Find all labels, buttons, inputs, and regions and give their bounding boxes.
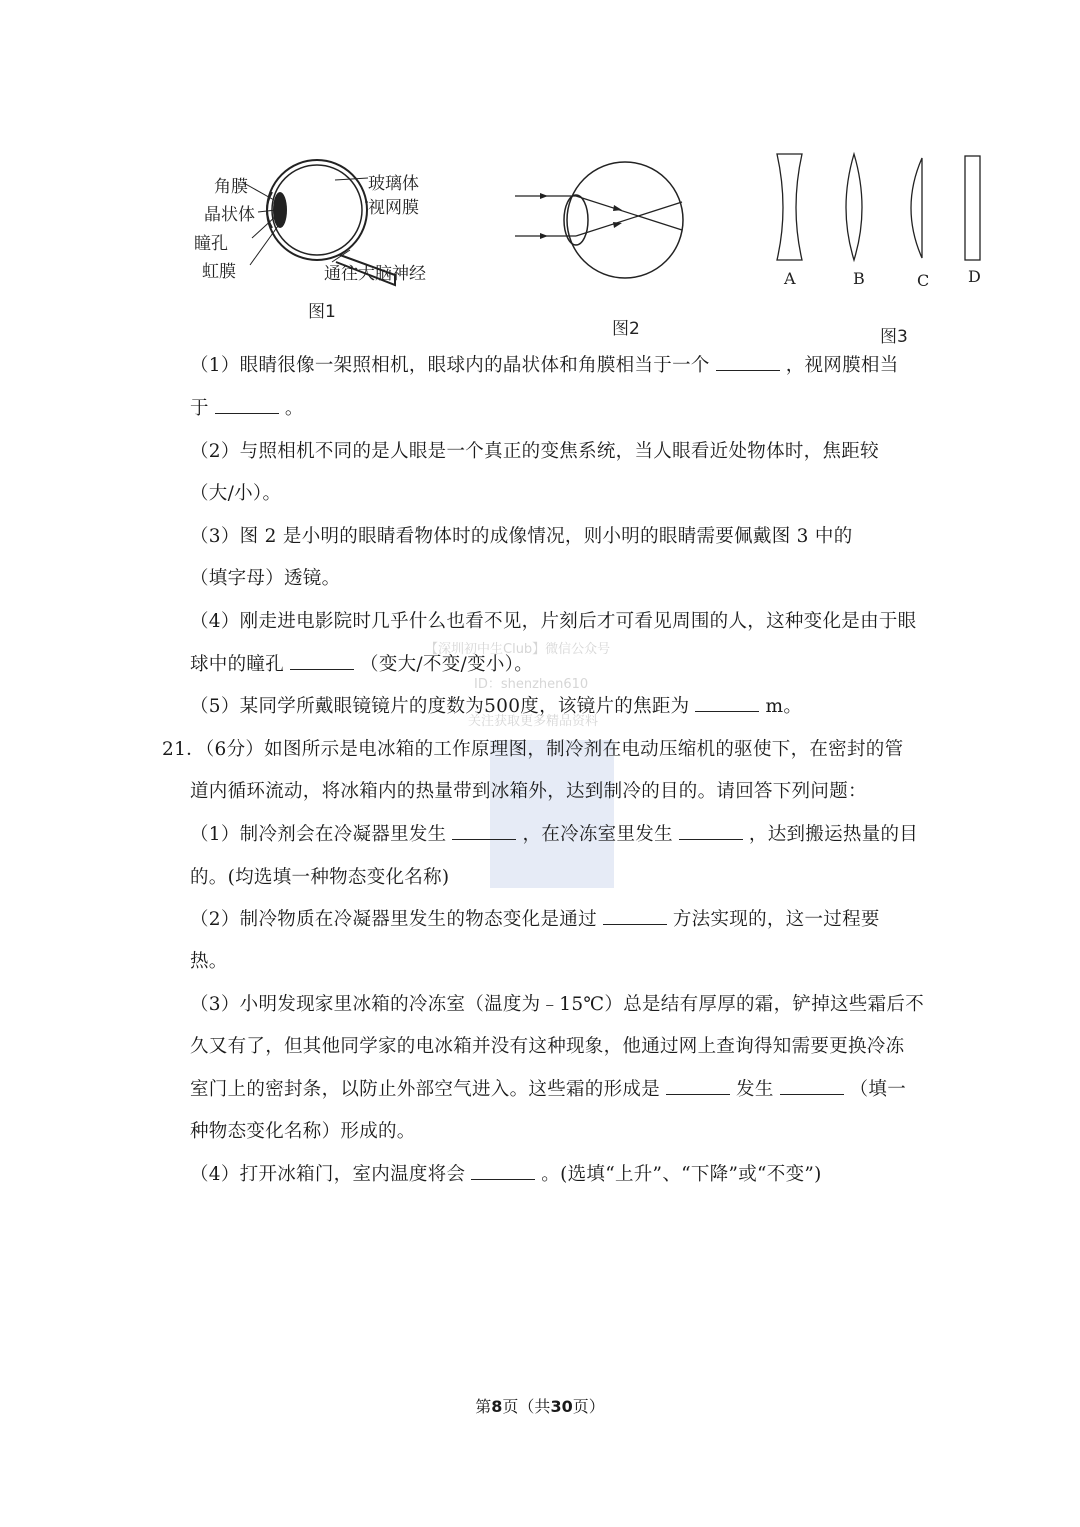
q20-part3-line1: （3）图 2 是小明的眼睛看物体时的成像情况，则小明的眼睛需要佩戴图 3 中的 <box>190 526 853 547</box>
q20-part2-line2: （大/小）。 <box>190 483 282 504</box>
watermark-line-3: 关注获取更多精品资料 <box>468 714 599 729</box>
q20-part1-line1: （1）眼睛很像一架照相机，眼球内的晶状体和角膜相当于一个 ，视网膜相当 <box>190 355 899 376</box>
q21-part3-line4: 种物态变化名称）形成的。 <box>190 1121 416 1142</box>
watermark-line-2: ID：shenzhen610 <box>474 677 589 692</box>
total-page-number: 30 <box>550 1397 573 1416</box>
label-nerve: 通往大脑神经 <box>324 264 426 284</box>
answer-blank[interactable] <box>471 1163 535 1180</box>
watermark-line-1: 【深圳初中生Club】微信公众号 <box>425 642 611 657</box>
label-retina: 视网膜 <box>368 198 419 218</box>
answer-blank[interactable] <box>603 908 667 925</box>
answer-blank[interactable] <box>215 397 279 414</box>
q20-part1-line2: 于 。 <box>190 398 304 419</box>
q21-part4-line1: （4）打开冰箱门，室内温度将会 。(选填“上升”、“下降”或“不变”) <box>190 1164 822 1185</box>
convex-lens-b <box>846 154 862 260</box>
flat-glass-d <box>965 156 980 260</box>
q20-part5-line1: （5）某同学所戴眼镜镜片的度数为500度，该镜片的焦距为 m。 <box>190 696 803 717</box>
q21-part3-line3: 室门上的密封条，以防止外部空气进入。这些霜的形成是 发生 （填一 <box>190 1079 907 1100</box>
plano-convex-lens-c <box>911 158 922 258</box>
answer-blank[interactable] <box>695 695 759 712</box>
figure-2-caption: 图2 <box>612 319 640 339</box>
label-cornea: 角膜 <box>214 177 248 197</box>
q21-number: 21． <box>162 739 205 760</box>
q21-intro-line1: 21．（6分）如图所示是电冰箱的工作原理图，制冷剂在电动压缩机的驱使下，在密封的管 <box>162 739 904 760</box>
label-pupil: 瞳孔 <box>194 234 228 254</box>
lens-label-a: A <box>784 269 796 288</box>
q21-intro-line2: 道内循环流动，将冰箱内的热量带到冰箱外，达到制冷的目的。请回答下列问题： <box>190 781 867 802</box>
figure-3-caption: 图3 <box>880 327 908 347</box>
lens-label-c: C <box>917 271 930 290</box>
q21-part2-line2: 热。 <box>190 951 228 972</box>
answer-blank[interactable] <box>716 354 780 371</box>
answer-blank[interactable] <box>780 1078 844 1095</box>
figure-1-caption: 图1 <box>308 302 336 322</box>
label-lens: 晶状体 <box>204 205 255 225</box>
q21-part3-line2: 久又有了，但其他同学家的电冰箱并没有这种现象，他通过网上查询得知需要更换冷冻 <box>190 1036 905 1057</box>
label-vitreous: 玻璃体 <box>368 174 419 194</box>
figure-3-lenses <box>770 150 990 265</box>
answer-blank[interactable] <box>290 653 354 670</box>
page-footer: 第8页（共30页） <box>475 1397 605 1416</box>
q20-part4-line1: （4）刚走进电影院时几乎什么也看不见，片刻后才可看见周围的人，这种变化是由于眼 <box>190 611 917 632</box>
figure-2-ray-diagram <box>510 150 710 280</box>
answer-blank[interactable] <box>452 823 516 840</box>
lens-label-b: B <box>853 269 865 288</box>
q21-part2-line1: （2）制冷物质在冷凝器里发生的物态变化是通过 方法实现的，这一过程要 <box>190 909 880 930</box>
lens-label-d: D <box>968 267 981 286</box>
q20-part4-line2: 球中的瞳孔 （变大/不变/变小）。 <box>190 654 534 675</box>
answer-blank[interactable] <box>666 1078 730 1095</box>
label-iris: 虹膜 <box>202 262 236 282</box>
concave-lens-a <box>777 154 802 260</box>
q21-part3-line1: （3）小明发现家里冰箱的冷冻室（温度为﹣15℃）总是结有厚厚的霜，铲掉这些霜后不 <box>190 994 925 1015</box>
q21-part1-line1: （1）制冷剂会在冷凝器里发生 ，在冷冻室里发生 ，达到搬运热量的目 <box>190 824 919 845</box>
q21-part1-line2: 的。(均选填一种物态变化名称) <box>190 867 450 888</box>
watermark-logo <box>490 740 614 888</box>
q20-part3-line2: （填字母）透镜。 <box>190 568 341 589</box>
answer-blank[interactable] <box>679 823 743 840</box>
q20-part2-line1: （2）与照相机不同的是人眼是一个真正的变焦系统，当人眼看近处物体时，焦距较 <box>190 441 879 462</box>
current-page-number: 8 <box>491 1397 503 1416</box>
